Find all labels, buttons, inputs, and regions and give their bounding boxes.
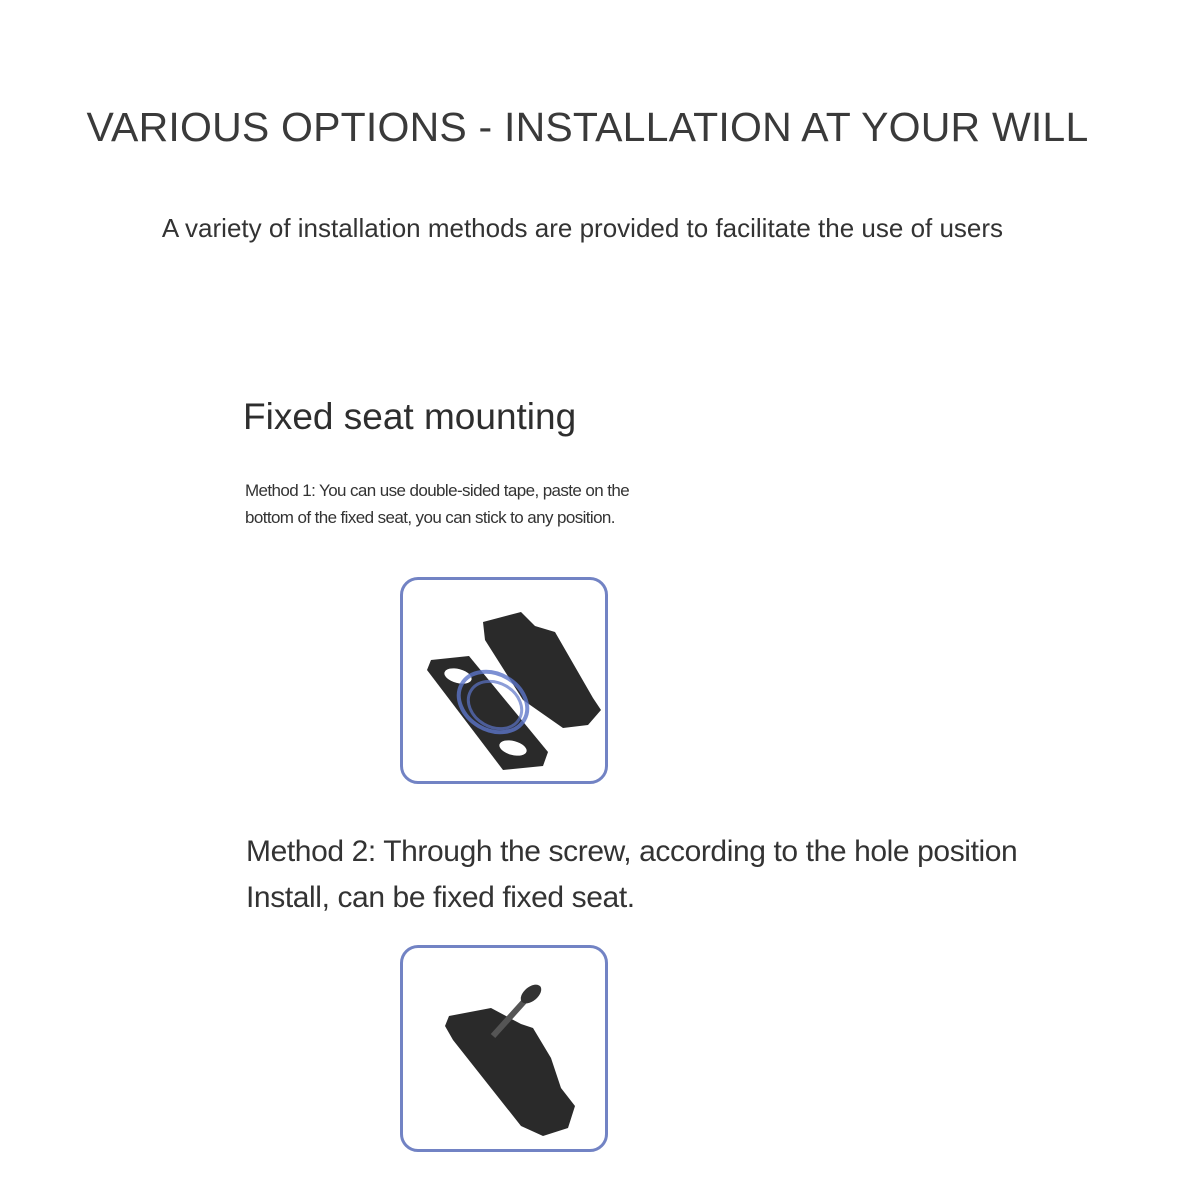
page-title: VARIOUS OPTIONS - INSTALLATION AT YOUR WILL [86,104,1089,150]
screw-mount-icon [403,948,605,1149]
section-heading: Fixed seat mounting [243,396,577,437]
tape-mount-illustration [400,577,608,784]
method2-line2: Install, can be fixed fixed seat. [246,881,635,914]
method1-line1: Method 1: You can use double-sided tape, paste on the [245,481,630,500]
method2-line1: Method 2: Through the screw, according to the hole position [246,835,1018,868]
method1-line2: bottom of the fixed seat, you can stick to any position. [245,508,615,527]
screw-mount-illustration [400,945,608,1152]
tape-mount-icon [403,580,605,781]
page-subtitle: A variety of installation methods are provided to facilitate the use of users [161,213,1004,243]
